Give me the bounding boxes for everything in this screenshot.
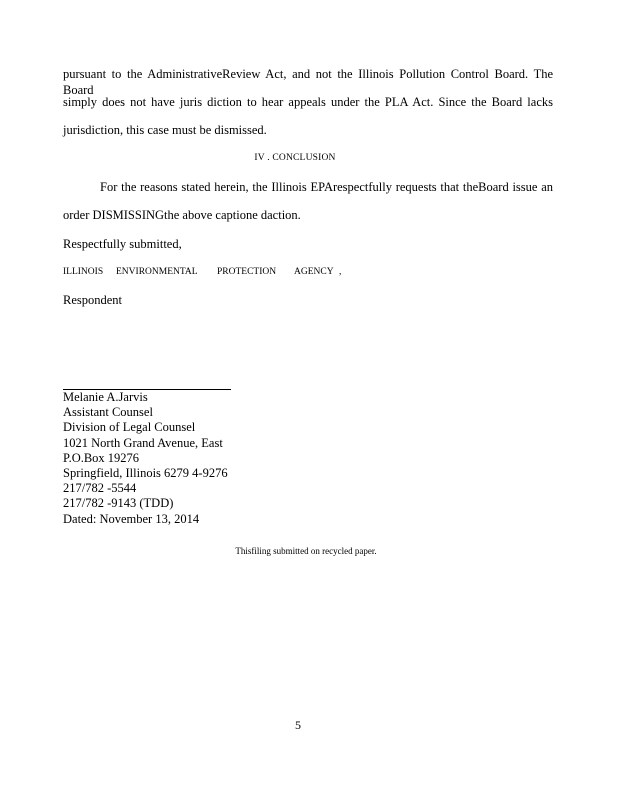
signer-name: Melanie A.Jarvis <box>63 390 148 404</box>
conclusion-line-1: For the reasons stated herein, the Illinois EPArespectfully requests that theBoard issue an <box>100 180 553 194</box>
tdd-number: 217/782 -9143 (TDD) <box>63 496 174 511</box>
body-line-1: pursuant to the AdministrativeReview Act, and not the Illinois Pollution Control Board. The Board <box>63 67 553 97</box>
phone-number: 217/782 -5544 <box>63 481 137 496</box>
body-line-2: simply does not have juris diction to hear appeals under the PLA Act. Since the Board lacks <box>63 95 553 109</box>
signer-title: Assistant Counsel <box>63 405 153 420</box>
agency-comma: , <box>339 267 342 277</box>
signature-block <box>63 390 228 527</box>
section-heading: IV . CONCLUSION <box>254 153 336 163</box>
body-line-3: jurisdiction, this case must be dismissed. <box>63 123 267 137</box>
respectfully-submitted: Respectfully submitted, <box>63 237 182 251</box>
address-street: 1021 North Grand Avenue, East <box>63 435 223 450</box>
address-city: Springfield, Illinois 6279 4-9276 <box>63 466 228 481</box>
agency-word-environmental: ENVIRONMENTAL <box>116 267 198 277</box>
agency-word-illinois: ILLINOIS <box>63 267 104 277</box>
page-number: 5 <box>295 718 301 732</box>
recycled-paper-note: Thisfiling submitted on recycled paper. <box>235 546 377 556</box>
signer-division: Division of Legal Counsel <box>63 420 196 435</box>
conclusion-line-2: order DISMISSINGthe above captione daction. <box>63 208 301 222</box>
address-po-box: P.O.Box 19276 <box>63 450 140 465</box>
agency-word-agency: AGENCY <box>294 267 334 277</box>
respondent-label: Respondent <box>63 293 123 307</box>
agency-word-protection: PROTECTION <box>217 267 277 277</box>
date-line: Dated: November 13, 2014 <box>63 511 200 526</box>
